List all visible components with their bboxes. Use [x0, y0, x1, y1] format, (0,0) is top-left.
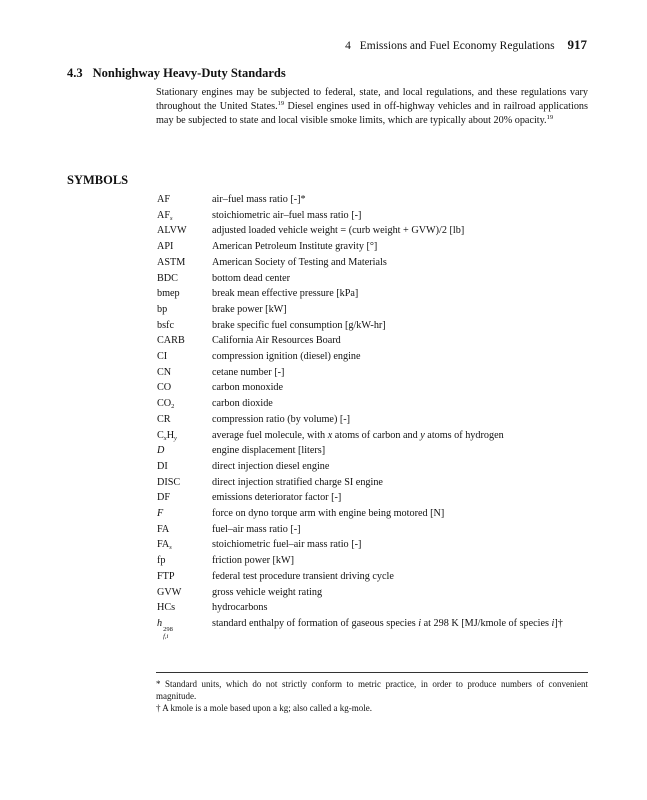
desc-text: average fuel molecule, with: [212, 429, 328, 441]
symbol-desc: emissions deteriorator factor [-]: [212, 492, 342, 504]
symbol-desc: stoichiometric fuel–air mass ratio [-]: [212, 539, 362, 551]
section-heading: [67, 66, 286, 81]
symbol-desc: stoichiometric air–fuel mass ratio [-]: [212, 209, 362, 221]
desc-variable: y: [420, 429, 425, 441]
symbol-desc: California Air Resources Board: [212, 335, 341, 347]
symbol-abbr: [157, 396, 212, 412]
list-item: [157, 318, 589, 334]
footnotes: [156, 678, 588, 714]
symbol-base: AF: [157, 209, 171, 221]
symbol-abbr: bp: [157, 303, 168, 315]
list-item: [157, 490, 589, 506]
symbol-abbr: BDC: [157, 272, 178, 284]
desc-text: atoms of hydrogen: [424, 429, 504, 441]
symbol-subscript: y: [174, 434, 177, 442]
symbol-desc: direct injection diesel engine: [212, 460, 330, 472]
list-item: [157, 192, 589, 208]
list-item: [157, 412, 589, 428]
symbol-abbr: DF: [157, 492, 171, 504]
list-item: [157, 475, 589, 491]
symbol-abbr: CR: [157, 413, 171, 425]
page-number: 917: [567, 37, 587, 52]
symbol-desc: [212, 428, 589, 444]
list-item: [157, 522, 589, 538]
symbol-abbr: HCs: [157, 602, 176, 614]
desc-text: standard enthalpy of formation of gaseous species: [212, 617, 419, 629]
list-item: [157, 286, 589, 302]
symbol-desc: brake specific fuel consumption [g/kW-hr]: [212, 319, 386, 331]
symbol-desc: gross vehicle weight rating: [212, 586, 323, 598]
symbol-desc: compression ratio (by volume) [-]: [212, 413, 351, 425]
symbol-desc: carbon dioxide: [212, 398, 273, 410]
symbol-script-stack: [163, 626, 173, 640]
desc-variable: i: [551, 617, 555, 629]
symbol-desc: bottom dead center: [212, 272, 291, 284]
symbol-base: FA: [157, 539, 170, 551]
symbol-subscript: 2: [171, 403, 175, 411]
list-item: [157, 569, 589, 585]
symbol-subscript: x: [163, 434, 167, 442]
reference-marker: 19: [277, 99, 285, 107]
symbol-desc: air–fuel mass ratio [-]*: [212, 194, 306, 205]
symbol-subscript: f,i: [163, 632, 169, 640]
list-item: [157, 349, 589, 365]
symbol-abbr: [157, 537, 212, 553]
desc-text: atoms of carbon and: [332, 429, 421, 441]
intro-paragraph: [156, 86, 588, 127]
desc-text: ]†: [554, 617, 563, 629]
reference-marker: 19: [546, 113, 554, 121]
symbol-abbr: CARB: [157, 335, 185, 347]
symbol-abbr: DI: [157, 460, 168, 472]
desc-variable: i: [418, 617, 422, 629]
symbol-abbr: CI: [157, 351, 168, 363]
symbol-abbr: CN: [157, 366, 172, 378]
list-item: [157, 506, 589, 522]
symbol-desc: brake power [kW]: [212, 303, 287, 315]
chapter-title: Emissions and Fuel Economy Regulations: [359, 40, 555, 52]
list-item: [157, 302, 589, 318]
desc-variable: x: [327, 429, 333, 441]
symbol-abbr: API: [157, 241, 174, 253]
chapter-number: 4: [345, 40, 351, 52]
list-item: [157, 208, 589, 224]
symbol-abbr: FA: [157, 523, 170, 535]
paragraph-text: Diesel engines used in off-highway vehicles and in railroad applications may be subjected to state and local visible smoke limits, which are typically about 20% opacity.: [156, 100, 588, 126]
symbol-desc: carbon monoxide: [212, 382, 284, 394]
symbol-desc: [212, 616, 589, 640]
symbol-abbr: [157, 208, 212, 224]
desc-text: at 298 K [MJ/kmole of species: [421, 617, 552, 629]
symbol-desc: federal test procedure transient driving cycle: [212, 570, 394, 582]
symbol-desc: direct injection stratified charge SI engine: [212, 476, 383, 488]
section-number: 4.3: [67, 66, 83, 80]
symbol-base: C: [157, 429, 164, 441]
list-item: [157, 255, 589, 271]
symbol-desc: adjusted loaded vehicle weight = (curb weight + GVW)/2 [lb]: [212, 225, 465, 237]
symbol-desc: compression ignition (diesel) engine: [212, 351, 361, 363]
list-item: [157, 600, 589, 616]
symbol-desc: American Petroleum Institute gravity [°]: [212, 241, 378, 253]
symbol-abbr: [157, 616, 212, 640]
symbol-abbr: GVW: [157, 586, 182, 598]
symbol-base: H: [166, 429, 175, 441]
list-item: [157, 380, 589, 396]
footnote-divider: [156, 672, 588, 673]
list-item: [157, 365, 589, 381]
symbol-base: h: [157, 617, 163, 629]
symbol-abbr: ASTM: [157, 256, 186, 268]
symbol-abbr: DISC: [157, 476, 181, 488]
list-item: [157, 553, 589, 569]
list-item: [157, 396, 589, 412]
list-item: [157, 459, 589, 475]
list-item: [157, 616, 589, 640]
symbol-desc: force on dyno torque arm with engine being motored [N]: [212, 508, 445, 520]
symbol-base: CO: [157, 398, 172, 410]
paragraph-text: Stationary engines may be subjected to federal, state, and local regulations, and these regulations vary throughout the United States.: [156, 87, 588, 112]
symbol-abbr: FTP: [157, 570, 175, 582]
symbol-subscript: s: [169, 544, 172, 552]
list-item: [157, 537, 589, 553]
list-item: [157, 239, 589, 255]
list-item: [157, 443, 589, 459]
symbol-desc: American Society of Testing and Materials: [212, 256, 387, 268]
symbol-desc: fuel–air mass ratio [-]: [212, 523, 301, 535]
symbol-abbr: AF: [157, 194, 171, 205]
list-item: [157, 428, 589, 444]
running-header: [345, 37, 587, 53]
list-item: [157, 271, 589, 287]
symbol-abbr: ALVW: [157, 225, 187, 237]
symbol-desc: break mean effective pressure [kPa]: [212, 288, 359, 300]
symbol-superscript: 298: [163, 625, 173, 633]
list-item: [157, 223, 589, 239]
symbols-heading: SYMBOLS: [67, 173, 129, 187]
list-item: [157, 585, 589, 601]
symbol-abbr: CO: [157, 382, 172, 394]
symbol-abbr: bmep: [157, 288, 180, 300]
symbol-abbr: F: [157, 508, 164, 520]
symbol-desc: cetane number [-]: [212, 366, 285, 378]
symbol-list: [157, 192, 589, 640]
symbol-desc: friction power [kW]: [212, 555, 295, 567]
footnote-standard-units: * Standard units, which do not strictly conform to metric practice, in order to produce numbers of convenient magnitude.: [156, 679, 588, 701]
footnote-kmole: † A kmole is a mole based upon a kg; also called a kg-mole.: [156, 703, 372, 713]
symbol-abbr: bsfc: [157, 319, 174, 331]
symbol-abbr: D: [157, 445, 165, 457]
list-item: [157, 333, 589, 349]
symbol-desc: hydrocarbons: [212, 602, 268, 614]
section-title: Nonhighway Heavy-Duty Standards: [92, 66, 286, 80]
symbol-desc: engine displacement [liters]: [212, 445, 326, 457]
symbol-subscript: s: [170, 214, 173, 222]
symbol-abbr: [157, 428, 212, 444]
symbol-abbr: fp: [157, 555, 166, 567]
